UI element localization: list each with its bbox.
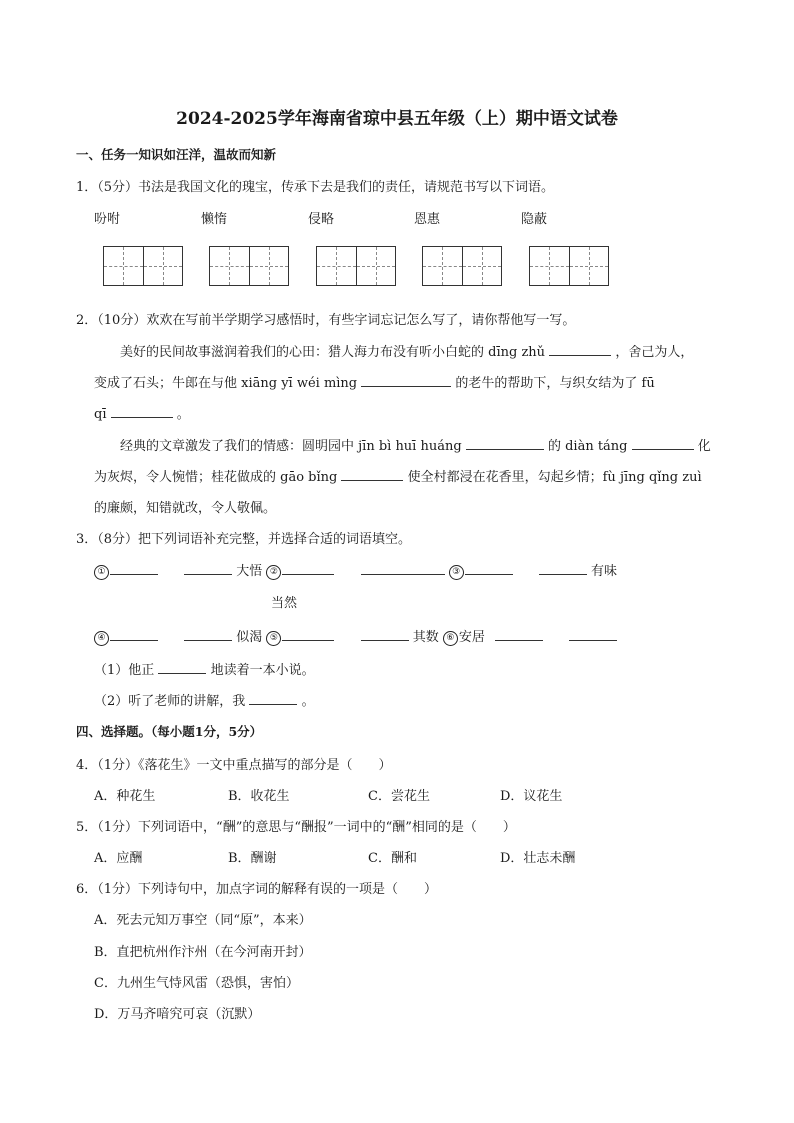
q3-word: 大悟	[236, 564, 263, 579]
q1-word-1: 吩咐	[94, 212, 121, 227]
answer-blank[interactable]	[184, 562, 232, 575]
q4-option-a[interactable]: A．种花生	[94, 789, 156, 804]
answer-blank[interactable]	[184, 628, 232, 641]
answer-blank[interactable]	[361, 628, 409, 641]
q2-line-6: 的廉颇，知错就改，令人敬佩。	[94, 501, 277, 516]
answer-blank[interactable]	[110, 628, 158, 641]
writing-grid-5[interactable]	[529, 246, 609, 286]
q3-row-2	[94, 626, 617, 646]
q2-line-4	[120, 435, 711, 454]
number-3-icon: ③	[449, 565, 464, 580]
q2-line-3	[94, 403, 190, 422]
q6-option-d[interactable]: D．万马齐喑究可哀（沉默）	[94, 1007, 261, 1022]
answer-blank[interactable]	[632, 437, 694, 450]
q4-option-b[interactable]: B．收花生	[228, 789, 290, 804]
q3-text: 。	[301, 694, 315, 709]
answer-blank[interactable]	[361, 374, 451, 387]
number-6-icon: ⑥	[443, 631, 458, 646]
q3-word: 似渴	[236, 630, 263, 645]
q3-text: 地读着一本小说。	[210, 663, 315, 678]
answer-blank[interactable]	[158, 661, 206, 674]
q4-option-d[interactable]: D．议花生	[500, 789, 563, 804]
q2-text: 使全村都浸在花香里，勾起乡情；fù jīng qǐng zuì	[407, 470, 702, 485]
writing-grid-1[interactable]	[103, 246, 183, 286]
answer-blank[interactable]	[110, 562, 158, 575]
q2-text: 的 diàn táng	[547, 439, 628, 454]
question-4-stem: 4．（1分）《落花生》一文中重点描写的部分是（ ）	[76, 758, 392, 773]
answer-blank[interactable]	[466, 437, 544, 450]
question-3-stem: 3．（8分）把下列词语补充完整，并选择合适的词语填空。	[76, 532, 412, 547]
number-4-icon: ④	[94, 631, 109, 646]
q3-text: （2）听了老师的讲解，我	[94, 694, 246, 709]
number-1-icon: ①	[94, 565, 109, 580]
answer-blank[interactable]	[111, 405, 173, 418]
q2-text: 为灰烬，令人惋惜；桂花做成的 gāo bǐng	[94, 470, 338, 485]
q6-option-c[interactable]: C．九州生气恃风雷（恐惧，害怕）	[94, 976, 299, 991]
q2-text: 经典的文章激发了我们的情感：圆明园中 jīn bì huī huáng	[120, 439, 462, 454]
q3-word: 其数	[412, 630, 439, 645]
q2-text: 化	[697, 439, 711, 454]
q5-option-a[interactable]: A．应酬	[94, 851, 143, 866]
number-2-icon: ②	[266, 565, 281, 580]
q3-sentence-1	[94, 659, 315, 678]
answer-blank[interactable]	[249, 692, 297, 705]
q1-word-3: 侵略	[308, 212, 335, 227]
q2-line-5	[94, 466, 702, 485]
q3-row-1	[94, 560, 617, 580]
q1-word-2: 懒惰	[201, 212, 228, 227]
number-5-icon: ⑤	[266, 631, 281, 646]
writing-grid-4[interactable]	[422, 246, 502, 286]
q3-word-dangran: 当然	[271, 596, 298, 611]
q2-text: 美好的民间故事滋润着我们的心田：猎人海力布没有听小白蛇的 dīng zhǔ	[120, 345, 546, 360]
answer-blank[interactable]	[282, 628, 334, 641]
q2-text: ，舍己为人，	[615, 345, 694, 360]
q3-word: 有味	[591, 564, 618, 579]
answer-blank[interactable]	[495, 628, 543, 641]
q3-word: 安居	[458, 630, 485, 645]
q5-option-d[interactable]: D．壮志未酬	[500, 851, 576, 866]
question-5-stem: 5．（1分）下列词语中，“酬”的意思与“酬报”一词中的“酬”相同的是（ ）	[76, 820, 516, 835]
answer-blank[interactable]	[341, 468, 403, 481]
answer-blank[interactable]	[549, 343, 611, 356]
q3-text: （1）他正	[94, 663, 155, 678]
q2-text: qī	[94, 407, 107, 422]
q2-text: 变成了石头；牛郎在与他 xiāng yī wéi mìng	[94, 376, 358, 391]
q2-text: 的老牛的帮助下，与织女结为了 fū	[455, 376, 655, 391]
q5-option-c[interactable]: C．酬和	[368, 851, 417, 866]
answer-blank[interactable]	[282, 562, 334, 575]
writing-grid-2[interactable]	[209, 246, 289, 286]
question-6-stem: 6．（1分）下列诗句中，加点字词的解释有误的一项是（ ）	[76, 882, 438, 897]
q3-sentence-2	[94, 690, 315, 709]
q6-option-b[interactable]: B．直把杭州作汴州（在今河南开封）	[94, 945, 312, 960]
answer-blank[interactable]	[569, 628, 617, 641]
q2-line-2	[94, 372, 655, 391]
q1-word-5: 隐蔽	[521, 212, 548, 227]
section-heading-4: 四、选择题。（每小题1分，5分）	[76, 724, 263, 739]
q4-option-c[interactable]: C．尝花生	[368, 789, 430, 804]
q2-text: 。	[176, 407, 190, 422]
question-1-stem: 1．（5分）书法是我国文化的瑰宝，传承下去是我们的责任，请规范书写以下词语。	[76, 180, 555, 195]
answer-blank[interactable]	[465, 562, 513, 575]
question-2-stem: 2．（10分）欢欢在写前半学期学习感悟时，有些字词忘记怎么写了，请你帮他写一写。	[76, 313, 576, 328]
answer-blank[interactable]	[361, 562, 445, 575]
q6-option-a[interactable]: A．死去元知万事空（同“原”，本来）	[94, 913, 312, 928]
answer-blank[interactable]	[539, 562, 587, 575]
q2-line-1	[120, 341, 693, 360]
writing-grid-3[interactable]	[316, 246, 396, 286]
section-heading-1: 一、任务一知识如汪洋，温故而知新	[76, 147, 277, 162]
q1-word-4: 恩惠	[414, 212, 441, 227]
q5-option-b[interactable]: B．酬谢	[228, 851, 277, 866]
page-title: 2024-2025学年海南省琼中县五年级（上）期中语文试卷	[176, 109, 618, 129]
